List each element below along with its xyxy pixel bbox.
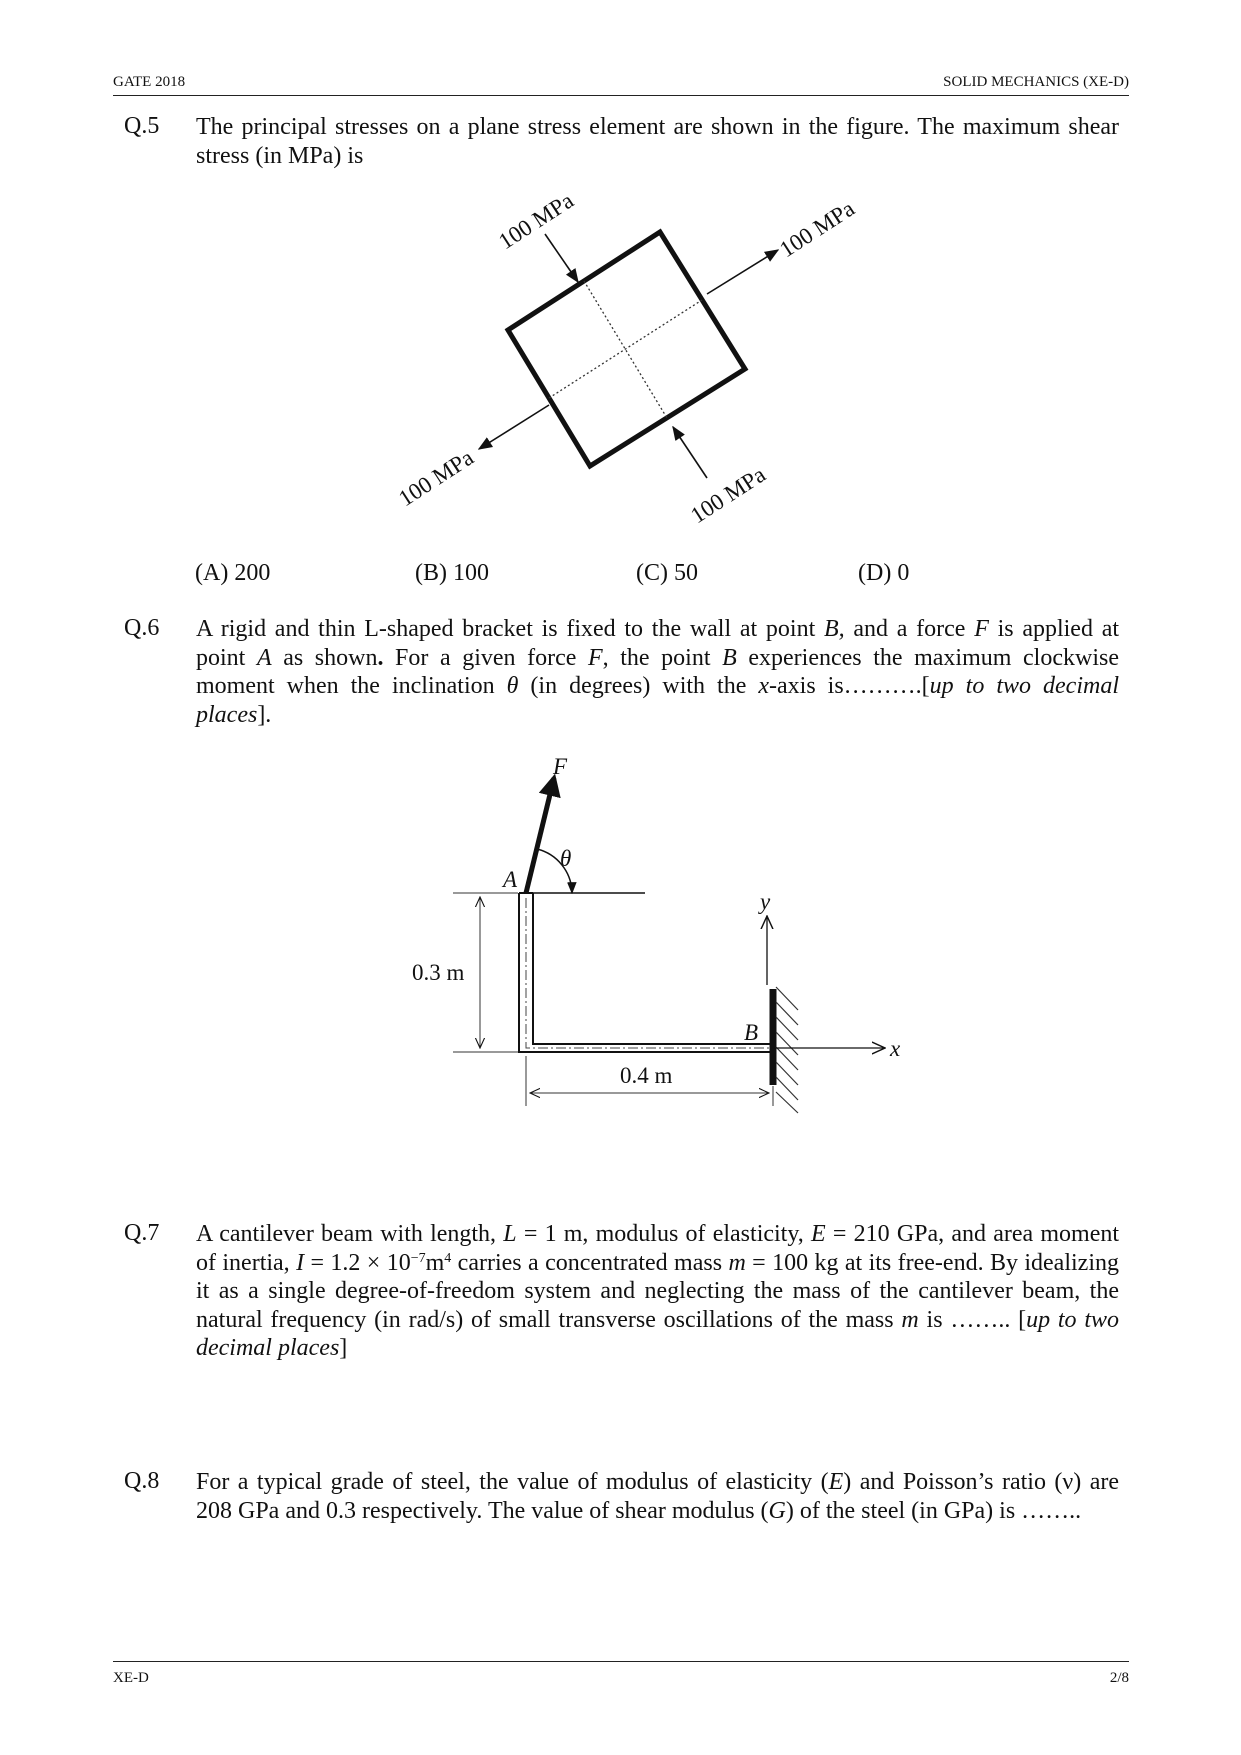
q5-text: The principal stresses on a plane stress element are shown in the figure. The maximum shear stress (in MPa) is [196, 114, 1119, 169]
q8-text: For a typical grade of steel, the value of modulus of elasticity (E) and Poisson’s ratio (ν) are 208 GPa and 0.3 respectively. The value of shear modulus (G) of the steel (in GPa) is …….. [196, 1469, 1119, 1524]
q5-number: Q.5 [124, 113, 160, 139]
q6-text: A rigid and thin L-shaped bracket is fixed to the wall at point B, and a force F is applied at point A as shown. For a given force F, the point B experiences the maximum clockwise moment when the inclination θ (in degrees) with the x-axis is……….[up to two decimal places]. [196, 616, 1120, 728]
q7-text: A cantilever beam with length, L = 1 m, modulus of elasticity, E = 210 GPa, and area moment of inertia, $I = 1.2 \times 10^{-7}m^4$ carries a concentrated mass m = 100 kg at its free-end. By idealizing it as a single degree-of-freedom system and neglecting the mass of the cantilever beam, the natural frequency (in rad/s) of small transverse oscillations of the mass m is …….. [up to two decimal places] [196, 1221, 1120, 1361]
bracket-inner [533, 893, 773, 1044]
q5-option-d: (D) 0 [858, 560, 910, 586]
footer-paper-code: XE-D [113, 1670, 149, 1686]
footer-rule [113, 1661, 1129, 1662]
q7-number: Q.7 [124, 1220, 160, 1246]
label-theta: θ [560, 846, 572, 871]
label-B: B [744, 1020, 759, 1045]
q5-option-a: (A) 200 [195, 560, 271, 586]
label-stress-bottom-right: 100 MPa [686, 461, 770, 529]
label-dim-vertical: 0.3 m [412, 960, 465, 985]
q5-option-b: (B) 100 [415, 560, 489, 586]
bracket-outer [519, 893, 773, 1052]
wall-hatching [776, 987, 798, 1113]
label-A: A [503, 867, 518, 892]
footer-page-number: 2/8 [1109, 1670, 1129, 1686]
label-stress-top-left: 100 MPa [494, 187, 578, 255]
label-stress-top-right: 100 MPa [775, 195, 859, 263]
label-y: y [760, 889, 771, 914]
label-x: x [890, 1036, 901, 1061]
bracket-centerline [526, 898, 770, 1048]
q5-option-c: (C) 50 [636, 560, 698, 586]
q8-number: Q.8 [124, 1468, 160, 1494]
q6-number: Q.6 [124, 615, 160, 641]
force-F-arrow [526, 778, 554, 893]
header-exam-name: GATE 2018 [113, 74, 186, 90]
header-paper-name: SOLID MECHANICS (XE-D) [943, 74, 1129, 90]
label-dim-horizontal: 0.4 m [620, 1063, 673, 1088]
label-F: F [553, 754, 568, 779]
label-stress-bottom-left: 100 MPa [394, 444, 478, 512]
